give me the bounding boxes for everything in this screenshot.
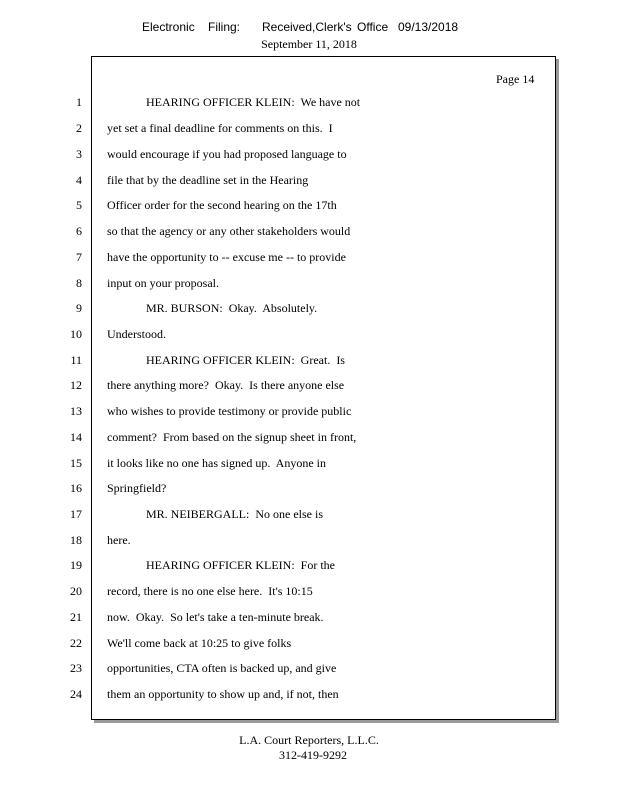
line-number: 20	[70, 584, 82, 598]
line-text: Officer order for the second hearing on the 17th	[107, 198, 337, 212]
line-text: MR. NEIBERGALL: No one else is	[146, 507, 323, 521]
line-text: comment? From based on the signup sheet in front,	[107, 430, 357, 444]
line-number: 21	[70, 610, 82, 624]
line-text: here.	[107, 533, 131, 547]
line-number: 3	[76, 147, 82, 161]
filing-stamp-part: Electronic	[142, 20, 195, 34]
line-number: 5	[76, 198, 82, 212]
line-number: 23	[70, 661, 82, 675]
line-number: 15	[70, 456, 82, 470]
line-number: 4	[76, 173, 82, 187]
line-number: 14	[70, 430, 82, 444]
line-text: there anything more? Okay. Is there anyone else	[107, 378, 345, 392]
line-number: 1	[76, 95, 82, 109]
line-text: input on your proposal.	[107, 276, 219, 290]
line-text: HEARING OFFICER KLEIN: We have not	[146, 95, 361, 109]
filing-stamp-part: 09/13/2018	[398, 20, 459, 34]
line-number: 8	[76, 276, 82, 290]
line-text: them an opportunity to show up and, if not, then	[107, 687, 339, 701]
footer-phone: 312-419-9292	[279, 748, 347, 762]
page-number: Page 14	[496, 72, 535, 86]
line-number: 17	[70, 507, 82, 521]
filing-stamp-part: Office	[357, 20, 389, 34]
line-number: 7	[76, 250, 82, 264]
line-number: 22	[70, 636, 82, 650]
line-number: 13	[70, 404, 82, 418]
line-text: file that by the deadline set in the Hearing	[107, 173, 309, 187]
line-text: it looks like no one has signed up. Anyone in	[107, 456, 326, 470]
line-text: We'll come back at 10:25 to give folks	[107, 636, 292, 650]
line-number: 9	[76, 301, 82, 315]
line-number: 2	[76, 121, 82, 135]
line-text: HEARING OFFICER KLEIN: Great. Is	[146, 353, 345, 367]
line-text: record, there is no one else here. It's 10:15	[107, 584, 313, 598]
line-number: 6	[76, 224, 82, 238]
line-number: 11	[70, 353, 82, 367]
line-text: so that the agency or any other stakeholders would	[107, 224, 351, 238]
line-text: would encourage if you had proposed language to	[107, 147, 347, 161]
line-number: 19	[70, 558, 82, 572]
line-number: 16	[70, 481, 82, 495]
line-text: HEARING OFFICER KLEIN: For the	[146, 558, 335, 572]
line-text: have the opportunity to -- excuse me -- to provide	[107, 250, 346, 264]
line-text: Understood.	[107, 327, 166, 341]
line-number: 12	[70, 378, 82, 392]
filing-stamp-part: Received,Clerk's	[262, 20, 352, 34]
hearing-date: September 11, 2018	[261, 37, 357, 51]
filing-stamp-part: Filing:	[208, 20, 241, 34]
line-number: 10	[70, 327, 82, 341]
line-text: yet set a final deadline for comments on this. I	[107, 121, 333, 135]
line-text: opportunities, CTA often is backed up, and give	[107, 661, 337, 675]
line-number: 24	[70, 687, 82, 701]
line-text: now. Okay. So let's take a ten-minute break.	[107, 610, 324, 624]
filing-stamp	[0, 20, 618, 36]
line-text: MR. BURSON: Okay. Absolutely.	[146, 301, 318, 315]
line-text: who wishes to provide testimony or provide public	[107, 404, 352, 418]
footer-company: L.A. Court Reporters, L.L.C.	[239, 733, 379, 747]
line-number: 18	[70, 533, 82, 547]
line-text: Springfield?	[107, 481, 167, 495]
